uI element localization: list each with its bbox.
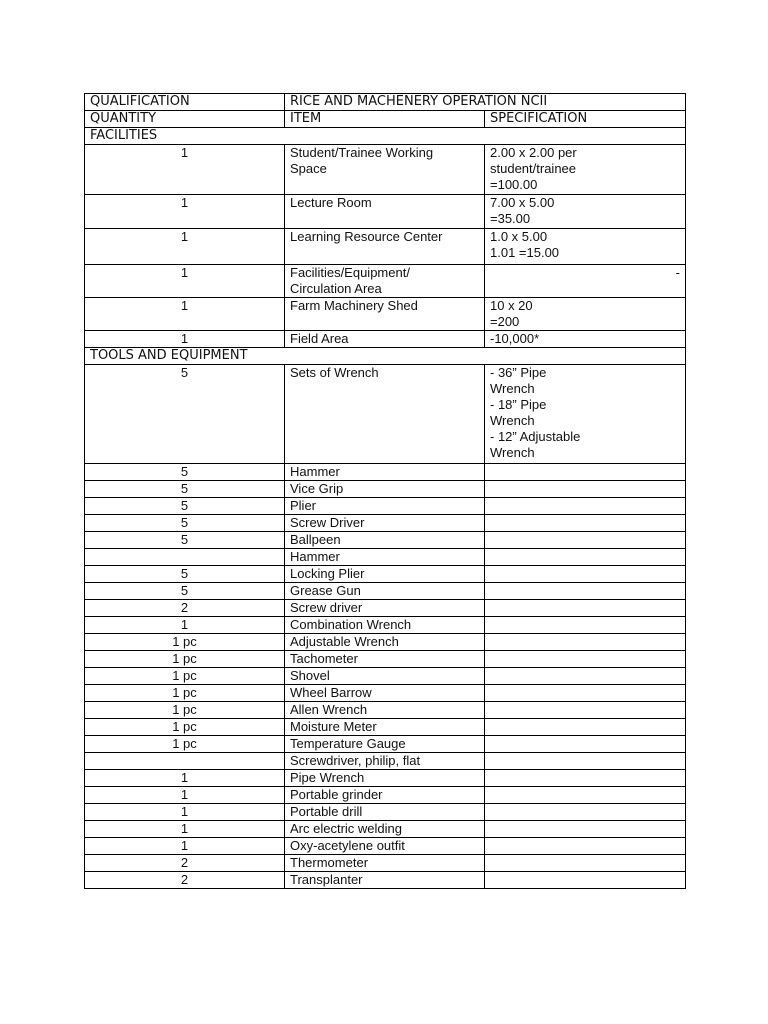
item-cell: Transplanter xyxy=(285,872,485,889)
table-row xyxy=(85,532,686,549)
table-row xyxy=(85,265,686,298)
quantity-cell: 5 xyxy=(85,464,285,481)
quantity-cell: 5 xyxy=(85,566,285,583)
quantity-cell: 1 xyxy=(85,195,285,229)
item-cell: Oxy-acetylene outfit xyxy=(285,838,485,855)
quantity-cell: 2 xyxy=(85,855,285,872)
specification-cell xyxy=(485,549,686,566)
item-cell: Field Area xyxy=(285,331,485,348)
item-cell: Pipe Wrench xyxy=(285,770,485,787)
specification-cell xyxy=(485,702,686,719)
specification-cell: -10,000* xyxy=(485,331,686,348)
quantity-cell: 1 pc xyxy=(85,719,285,736)
specification-cell xyxy=(485,821,686,838)
specification-cell: 7.00 x 5.00 =35.00 xyxy=(485,195,686,229)
quantity-cell: 1 xyxy=(85,617,285,634)
table-row xyxy=(85,498,686,515)
section-row-facilities xyxy=(85,128,686,145)
table-row xyxy=(85,668,686,685)
specification-cell xyxy=(485,804,686,821)
specification-cell xyxy=(485,481,686,498)
table-row xyxy=(85,617,686,634)
quantity-cell: 1 xyxy=(85,770,285,787)
item-cell: Lecture Room xyxy=(285,195,485,229)
quantity-header: QUANTITY xyxy=(85,111,285,128)
column-header-row xyxy=(85,111,686,128)
quantity-cell: 1 xyxy=(85,331,285,348)
qualification-value: RICE AND MACHENERY OPERATION NCII xyxy=(285,94,686,111)
table-row xyxy=(85,331,686,348)
item-cell: Farm Machinery Shed xyxy=(285,298,485,331)
item-cell: Combination Wrench xyxy=(285,617,485,634)
quantity-cell: 1 pc xyxy=(85,736,285,753)
section-title-tools: TOOLS AND EQUIPMENT xyxy=(85,348,686,365)
item-header: ITEM xyxy=(285,111,485,128)
specification-cell xyxy=(485,651,686,668)
table-row xyxy=(85,770,686,787)
specification-cell xyxy=(485,566,686,583)
quantity-cell: 5 xyxy=(85,515,285,532)
table-row xyxy=(85,298,686,331)
qualification-label: QUALIFICATION xyxy=(85,94,285,111)
quantity-cell: 1 xyxy=(85,298,285,331)
table-row xyxy=(85,855,686,872)
specification-cell xyxy=(485,685,686,702)
quantity-cell: 1 xyxy=(85,145,285,195)
section-row-tools xyxy=(85,348,686,365)
table-row xyxy=(85,549,686,566)
table-row xyxy=(85,685,686,702)
item-cell: Hammer xyxy=(285,549,485,566)
specification-cell xyxy=(485,515,686,532)
quantity-cell: 1 pc xyxy=(85,634,285,651)
table-row xyxy=(85,872,686,889)
specification-cell xyxy=(485,617,686,634)
item-cell: Moisture Meter xyxy=(285,719,485,736)
item-cell: Learning Resource Center xyxy=(285,229,485,265)
quantity-cell: 5 xyxy=(85,481,285,498)
specification-cell xyxy=(485,838,686,855)
specification-cell xyxy=(485,668,686,685)
item-cell: Temperature Gauge xyxy=(285,736,485,753)
quantity-cell: 5 xyxy=(85,498,285,515)
quantity-cell: 1 xyxy=(85,265,285,298)
item-cell: Ballpeen xyxy=(285,532,485,549)
quantity-cell: 5 xyxy=(85,583,285,600)
specification-cell xyxy=(485,464,686,481)
specification-cell xyxy=(485,855,686,872)
item-cell: Student/Trainee Working Space xyxy=(285,145,485,195)
equipment-table xyxy=(84,93,686,889)
specification-cell: - xyxy=(485,265,686,298)
specification-header: SPECIFICATION xyxy=(485,111,686,128)
quantity-cell: 1 pc xyxy=(85,702,285,719)
item-cell: Thermometer xyxy=(285,855,485,872)
table-row xyxy=(85,195,686,229)
quantity-cell: 1 xyxy=(85,838,285,855)
item-cell: Wheel Barrow xyxy=(285,685,485,702)
table-row xyxy=(85,566,686,583)
table-row xyxy=(85,719,686,736)
quantity-cell xyxy=(85,753,285,770)
item-cell: Facilities/Equipment/ Circulation Area xyxy=(285,265,485,298)
quantity-cell: 1 xyxy=(85,804,285,821)
specification-cell xyxy=(485,753,686,770)
quantity-cell: 1 xyxy=(85,229,285,265)
item-cell: Allen Wrench xyxy=(285,702,485,719)
specification-cell xyxy=(485,498,686,515)
table-row xyxy=(85,787,686,804)
specification-cell xyxy=(485,634,686,651)
specification-cell xyxy=(485,719,686,736)
table-row xyxy=(85,821,686,838)
section-title-facilities: FACILITIES xyxy=(85,128,686,145)
specification-cell: 10 x 20 =200 xyxy=(485,298,686,331)
specification-cell: 2.00 x 2.00 per student/trainee =100.00 xyxy=(485,145,686,195)
item-cell: Tachometer xyxy=(285,651,485,668)
item-cell: Screwdriver, philip, flat xyxy=(285,753,485,770)
item-cell: Locking Plier xyxy=(285,566,485,583)
item-cell: Screw driver xyxy=(285,600,485,617)
table-row xyxy=(85,736,686,753)
specification-cell xyxy=(485,770,686,787)
table-row xyxy=(85,600,686,617)
table-row xyxy=(85,634,686,651)
table-row xyxy=(85,481,686,498)
table-row xyxy=(85,753,686,770)
specification-cell xyxy=(485,787,686,804)
item-cell: Adjustable Wrench xyxy=(285,634,485,651)
table-row xyxy=(85,651,686,668)
specification-cell: - 36” Pipe Wrench - 18” Pipe Wrench - 12” Adjustable Wrench xyxy=(485,365,686,464)
specification-cell xyxy=(485,532,686,549)
table-row xyxy=(85,515,686,532)
item-cell: Sets of Wrench xyxy=(285,365,485,464)
quantity-cell: 1 pc xyxy=(85,651,285,668)
qualification-row xyxy=(85,94,686,111)
table-row xyxy=(85,145,686,195)
item-cell: Hammer xyxy=(285,464,485,481)
table-row xyxy=(85,838,686,855)
item-cell: Vice Grip xyxy=(285,481,485,498)
item-cell: Portable grinder xyxy=(285,787,485,804)
table-row xyxy=(85,804,686,821)
specification-cell xyxy=(485,600,686,617)
quantity-cell: 2 xyxy=(85,600,285,617)
item-cell: Arc electric welding xyxy=(285,821,485,838)
quantity-cell: 1 pc xyxy=(85,685,285,702)
table-row xyxy=(85,365,686,464)
item-cell: Screw Driver xyxy=(285,515,485,532)
item-cell: Shovel xyxy=(285,668,485,685)
table-row xyxy=(85,229,686,265)
quantity-cell: 1 xyxy=(85,787,285,804)
item-cell: Portable drill xyxy=(285,804,485,821)
quantity-cell: 5 xyxy=(85,365,285,464)
quantity-cell: 1 pc xyxy=(85,668,285,685)
specification-cell xyxy=(485,872,686,889)
quantity-cell: 2 xyxy=(85,872,285,889)
specification-cell xyxy=(485,736,686,753)
quantity-cell xyxy=(85,549,285,566)
item-cell: Grease Gun xyxy=(285,583,485,600)
specification-cell: 1.0 x 5.00 1.01 =15.00 xyxy=(485,229,686,265)
table-row xyxy=(85,702,686,719)
quantity-cell: 5 xyxy=(85,532,285,549)
specification-cell xyxy=(485,583,686,600)
table-row xyxy=(85,583,686,600)
table-row xyxy=(85,464,686,481)
quantity-cell: 1 xyxy=(85,821,285,838)
item-cell: Plier xyxy=(285,498,485,515)
